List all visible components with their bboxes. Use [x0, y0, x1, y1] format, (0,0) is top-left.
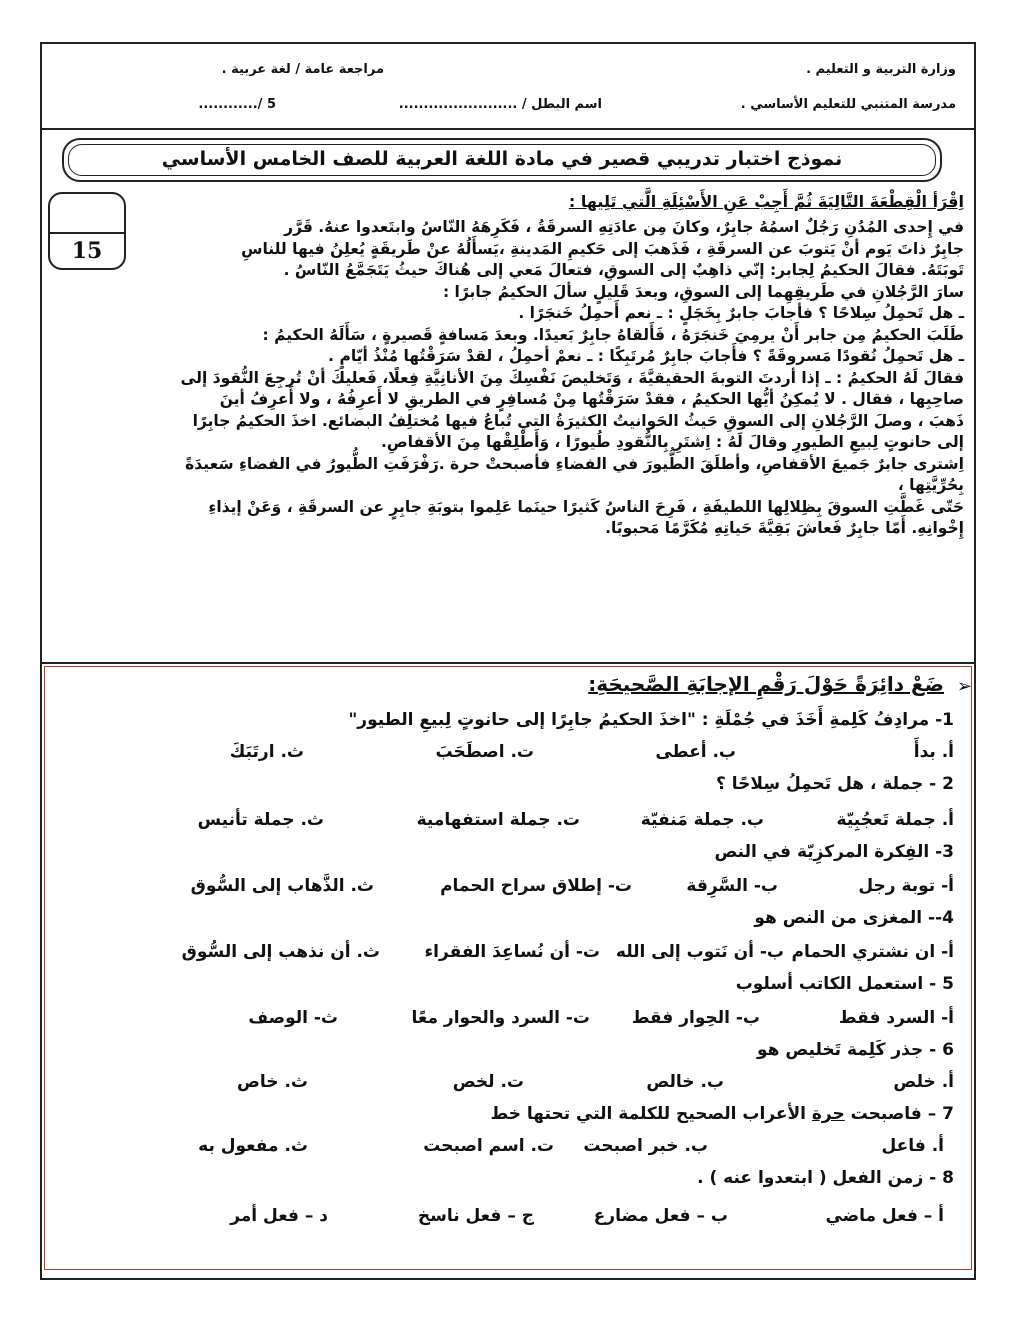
- q4-option-b[interactable]: ب- أن نَتوب إلى الله: [615, 942, 784, 962]
- q6-option-d[interactable]: ث. خاص: [237, 1072, 308, 1092]
- header: [42, 44, 974, 130]
- passage-line: طَلَبَ الحكيمُ مِن جابر أَنْ يرمِيَ خَنجَرَهُ ، فَأَلقاهُ جابِرٌ بَعيدًا. وبعدَ مَسافةٍ قَصيرةٍ ، سَأَلَهُ الحكيمُ :: [262, 325, 964, 344]
- passage-line: ـ هل تَحمِلُ سِلاحًا ؟ فأجابَ جابرٌ بِخَجَلٍ : ـ نعم أَحمِلُ خَنجَرًا .: [518, 304, 964, 322]
- q7-option-a[interactable]: أ. فاعل: [881, 1136, 944, 1156]
- q6-option-a[interactable]: أ. خلص: [893, 1072, 954, 1092]
- passage-line: إلى حانوتٍ لِبيعِ الطيورِ وقالَ لَهُ : اِشتَرِ بِالنُّقودِ طُيورًا ، وَأَطْلِقْها مِنَ الأقفاصِ.: [380, 433, 964, 451]
- q1-option-b[interactable]: ب. أعطى: [655, 742, 736, 762]
- question-7-underlined-word: حرة: [811, 1104, 845, 1124]
- arrow-bullet-icon: ➢: [956, 676, 972, 697]
- grade-label: 5 /............: [198, 97, 276, 112]
- title-box: [62, 138, 942, 182]
- q2-option-b[interactable]: ب. جملة مَنفيّة: [640, 810, 764, 830]
- question-3: 3- الفِكرة المركزِيّة في النص: [714, 842, 954, 862]
- passage-line: حَتّى غَطَّتِ السوقَ بِظِلالِها اللطيفَةِ ، فَرِحَ الناسُ كَثيرًا حينَما عَلِموا بتوبَةِ جابِرٍ عن السرقَةِ ، وَعَنْ إيذاءِ: [208, 497, 964, 516]
- score-box: [48, 192, 126, 270]
- question-1: 1- مرادِفُ كَلِمةِ أَخَذَ في جُمْلَةِ : "اخذَ الحكيمُ جابِرًا إلى حانوتٍ لِبيعِ الطيور": [348, 710, 954, 730]
- q8-option-b[interactable]: ب – فعل مضارع: [593, 1206, 728, 1226]
- q5-option-b[interactable]: ب- الحِوار فقط: [631, 1008, 760, 1028]
- q1-option-c[interactable]: ت. اصطَحَبَ: [435, 742, 534, 762]
- page-title: نموذج اختبار تدريبي قصير في مادة اللغة العربية للصف الخامس الأساسي: [161, 148, 843, 170]
- q1-option-a[interactable]: أ. بدأَ: [913, 742, 954, 762]
- q5-option-a[interactable]: أ- السرد فقط: [838, 1008, 954, 1028]
- q1-option-d[interactable]: ث. ارتَبَكَ: [229, 742, 304, 762]
- school-label: مدرسة المتنبي للتعليم الأساسي .: [740, 97, 956, 112]
- q7-option-c[interactable]: ت. اسم اصبحت: [423, 1136, 554, 1156]
- ministry-label: وزارة التربية و التعليم .: [806, 62, 956, 77]
- q3-option-a[interactable]: أ- توبة رجل: [858, 876, 954, 896]
- q7-option-d[interactable]: ث. مفعول به: [198, 1136, 308, 1156]
- reading-passage: [132, 192, 964, 540]
- q8-option-d[interactable]: د – فعل أمر: [230, 1206, 328, 1226]
- passage-line: تَوبَتَهُ. فقالَ الحكيمُ لِجابر: إنّي ذاهِبٌ إلى السوقِ، فتعالَ مَعي إلى هُناكَ حيثُ يَتَجَمَّعُ النّاسُ .: [283, 261, 964, 279]
- question-2: 2 - جملة ، هل تَحمِلُ سِلاحًا ؟: [716, 774, 954, 794]
- q2-option-c[interactable]: ت. جملة استفهامية: [416, 810, 580, 830]
- question-6: 6 - جذر كَلِمة تَخليص هو: [756, 1040, 954, 1060]
- passage-instruction: اِقْرَأ الْقِطْعَةَ التَّالِيَةَ ثُمَّ أَجِبْ عَنِ الأَسْئِلَةِ الَّتي تَلِيها :: [568, 192, 964, 211]
- question-7: [491, 1104, 954, 1124]
- score-value: 15: [71, 238, 103, 264]
- q8-option-a[interactable]: أ – فعل ماضي: [825, 1206, 944, 1226]
- passage-line: جابِرٌ ذاتَ يَوم أنْ يَتوبَ عن السرقَةِ ، فَذَهبَ إلى حَكيمِ المَدينةِ ،يَسأَلُهُ عنْ طَريقَةٍ يُعلِنُ فيها للناسِ: [241, 239, 964, 258]
- q3-option-d[interactable]: ث. الذَّهاب إلى السُّوق: [190, 876, 374, 896]
- q4-option-d[interactable]: ث. أن نذهب إلى السُّوق: [181, 942, 380, 962]
- section-divider: [42, 662, 974, 664]
- passage-line: بِحُرِّيَّتِها ،: [897, 476, 964, 494]
- passage-line: في إِحدى المُدُنِ رَجُلٌ اسمُهُ جابِرٌ، وكانَ مِن عادَتِهِ السرقَةُ ، فَكَرِهَهُ النّاسُ وابتَعدوا عنهُ. قَرَّر: [284, 218, 964, 236]
- q5-option-d[interactable]: ث- الوصف: [248, 1008, 338, 1028]
- passage-line: سارَ الرَّجُلانِ في طَريقِهِما إلى السوقِ، وبعدَ قَليلٍ سألَ الحكيمُ جابرًا :: [442, 282, 964, 301]
- q4-option-c[interactable]: ت- أن نُساعِدَ الفقراء: [424, 942, 600, 962]
- questions-heading: ضَعْ دائِرَةً حَوْلَ رَقْمِ الإجابَةِ الصَّحيحَةِ:: [588, 672, 944, 696]
- question-5: 5 - استعمل الكاتب أسلوب: [735, 974, 954, 994]
- score-divider: [50, 232, 124, 234]
- passage-line: صاحِبِها ، فقال . لا يُمكِنُ أيُّها الحكيمُ ، فقدْ سَرَقْتُها مِنْ مُسافِرٍ في الطريقِ لا أَعرِفُهُ ، ولا أَعرِفُ أينَ: [219, 390, 964, 408]
- question-4: 4-- المغزى من النص هو: [754, 908, 954, 928]
- passage-line: ـ هل تَحمِلُ نُقودًا مَسروقَةً ؟ فأَجابَ جابِرٌ مُرتَبِكًا : ـ نعمْ أحمِلُ ، لقدْ سَرَقْتُها مُنْذُ أيّامٍ .: [328, 347, 964, 365]
- q5-option-c[interactable]: ت- السرد والحوار معًا: [411, 1008, 590, 1028]
- review-label: مراجعة عامة / لغة عربية .: [221, 62, 384, 77]
- q6-option-b[interactable]: ب. خالص: [646, 1072, 724, 1092]
- q2-option-d[interactable]: ث. جملة تأنيس: [197, 810, 324, 830]
- question-7-prefix: 7 – فاصبحت: [844, 1104, 954, 1124]
- q6-option-c[interactable]: ت. لخص: [452, 1072, 524, 1092]
- q8-option-c[interactable]: ج – فعل ناسخ: [417, 1206, 534, 1226]
- passage-line: ذَهبَ ، وصلَ الرَّجُلانِ إلى السوقِ حَيثُ الحَوانيتُ الكثيرَةُ التي تُباعُ فيها مُختلِفُ البضائع. اخذَ الحكيمُ جابِرًا: [192, 411, 964, 430]
- q2-option-a[interactable]: أ. جملة تَعجُبِيّة: [836, 810, 954, 830]
- q3-option-c[interactable]: ت- إطلاق سراح الحمام: [440, 876, 632, 896]
- question-7-suffix: الأعراب الصحيح للكلمة التي تحتها خط: [490, 1104, 812, 1124]
- q3-option-b[interactable]: ب- السَّرِقة: [686, 876, 778, 896]
- passage-line: اِشترى جابرٌ جَميعَ الأقفاصِ، وأطلَقَ الطُّيورَ في الفضاءِ فأصبحتْ حرة .رَفْرَفَتِ الطُّيورُ في الفضاءِ سَعيدَةً: [185, 454, 964, 473]
- q7-option-b[interactable]: ب. خبر اصبحت: [583, 1136, 708, 1156]
- passage-line: إِخْوانِهِ. أَمّا جابِرٌ فَعاشَ بَقِيَّةَ حَياتِهِ مُكَرَّمًا مَحبوبًا.: [605, 519, 964, 537]
- question-8: 8 - زمن الفعل ( ابتعدوا عنه ) .: [697, 1168, 954, 1188]
- student-name-field[interactable]: اسم البطل / ........................: [398, 97, 602, 112]
- passage-line: فقالَ لَهُ الحكيمُ : ـ إذا أردتَ التوبةَ الحقيقيَّةَ ، وَتَخليصَ نَفْسِكَ مِنَ الأنانِيَّةِ فِعلًا، فَعليكَ أنْ تُرجِعَ النُّقودَ إلى: [180, 368, 964, 387]
- q4-option-a[interactable]: أ- ان نشتري الحمام: [791, 942, 954, 962]
